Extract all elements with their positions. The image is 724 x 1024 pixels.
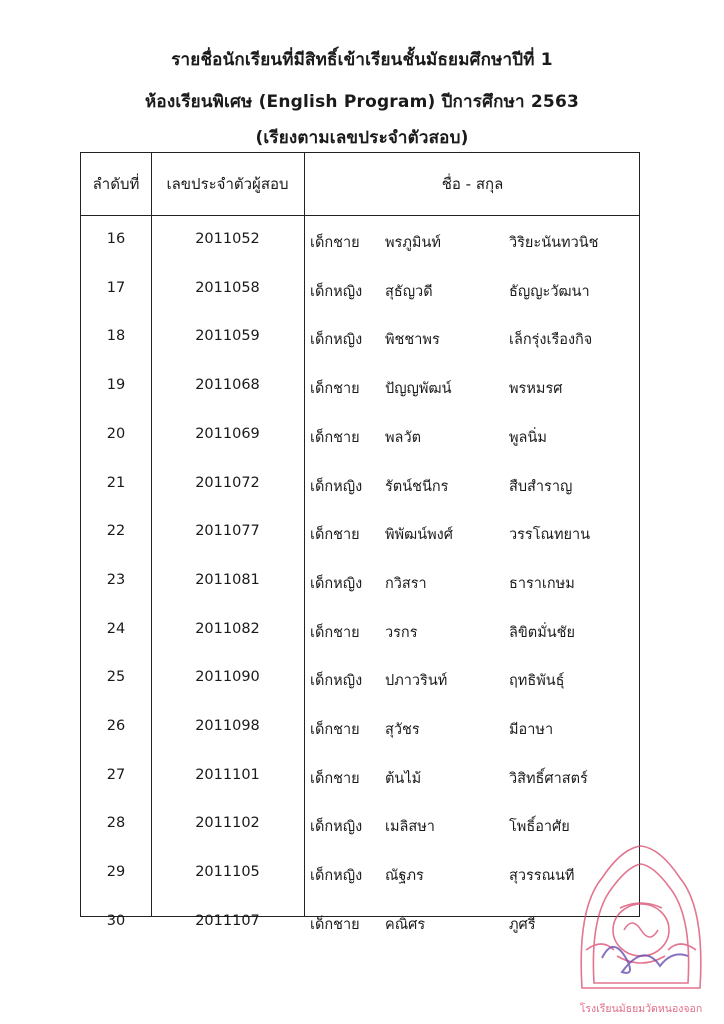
- exam-id: 2011068: [195, 377, 260, 394]
- table-row: [81, 708, 641, 756]
- document-title: รายชื่อนักเรียนที่มีสิทธิ์เข้าเรียนชั้นมัธยมศึกษาปีที่ 1: [171, 50, 553, 70]
- name-prefix: เด็กหญิง: [310, 868, 363, 885]
- last-name: มีอาษา: [509, 722, 554, 738]
- last-name: ฤทธิพันธุ์: [509, 673, 565, 690]
- order-number: 28: [106, 815, 126, 832]
- exam-id: 2011072: [195, 474, 260, 491]
- order-number: 18: [106, 328, 126, 345]
- name-prefix: เด็กหญิง: [310, 478, 363, 495]
- name-prefix: เด็กชาย: [310, 235, 360, 251]
- table-row: [81, 270, 641, 318]
- first-name: สุธัญวดี: [385, 283, 433, 300]
- last-name: ภูศรี: [509, 916, 536, 933]
- name-prefix: เด็กชาย: [310, 429, 360, 446]
- exam-id: 2011058: [195, 279, 260, 296]
- first-name: คณิศร: [385, 916, 426, 933]
- header-full-name: ชื่อ - สกุล: [441, 175, 504, 193]
- first-name: พิพัฒน์พงศ์: [385, 527, 453, 544]
- last-name: สุวรรณนที: [509, 868, 575, 885]
- first-name: สุวัชร: [385, 722, 420, 738]
- last-name: เล็กรุ่งเรืองกิจ: [509, 332, 593, 349]
- order-number: 27: [106, 766, 126, 783]
- table-row: [81, 854, 641, 902]
- seal-school-name: โรงเรียนมัธยมวัดหนองจอก: [579, 1003, 703, 1015]
- exam-id: 2011069: [195, 425, 260, 442]
- first-name: รัตน์ชนีกร: [385, 478, 449, 495]
- name-prefix: เด็กชาย: [310, 624, 360, 641]
- table-row: [81, 465, 641, 513]
- exam-id: 2011098: [195, 718, 260, 734]
- table-row: [81, 562, 641, 610]
- first-name: พลวัต: [385, 429, 422, 446]
- name-prefix: เด็กชาย: [310, 916, 360, 933]
- name-prefix: เด็กชาย: [310, 722, 360, 738]
- table-row: [81, 318, 641, 366]
- order-number: 30: [106, 912, 126, 929]
- name-prefix: เด็กหญิง: [310, 575, 363, 592]
- last-name: ธัญญะวัฒนา: [509, 283, 590, 300]
- first-name: ณัฐภร: [385, 868, 424, 885]
- last-name: พูลนิ่ม: [509, 429, 547, 446]
- table-row: [81, 757, 641, 805]
- last-name: วิสิทธิ์ศาสตร์: [509, 770, 588, 787]
- last-name: วิริยะนันทวนิช: [509, 235, 599, 251]
- first-name: พรภูมินท์: [385, 235, 441, 251]
- table-row: [81, 367, 641, 415]
- order-number: 17: [106, 279, 126, 296]
- last-name: พรหมรศ: [509, 381, 563, 398]
- last-name: วรรโณทยาน: [509, 527, 591, 544]
- first-name: พิชชาพร: [385, 332, 440, 349]
- sort-note: (เรียงตามเลขประจำตัวสอบ): [255, 128, 469, 148]
- exam-id: 2011105: [195, 864, 260, 881]
- last-name: สืบสำราญ: [509, 478, 573, 495]
- table-row: [81, 513, 641, 561]
- order-number: 22: [106, 523, 126, 540]
- exam-id: 2011081: [195, 571, 260, 588]
- table-row: [81, 416, 641, 464]
- order-number: 26: [106, 718, 126, 734]
- name-prefix: เด็กหญิง: [310, 673, 363, 690]
- exam-id: 2011082: [195, 620, 260, 637]
- table-row: [81, 221, 641, 269]
- header-exam-id: เลขประจำตัวผู้สอบ: [166, 175, 289, 193]
- last-name: ลิขิตมั่นชัย: [509, 624, 576, 641]
- student-table: [80, 152, 640, 933]
- header-order-number: ลำดับที่: [92, 175, 140, 193]
- first-name: กวิสรา: [385, 575, 427, 592]
- name-prefix: เด็กชาย: [310, 381, 360, 398]
- exam-id: 2011052: [195, 231, 260, 247]
- exam-id: 2011077: [195, 523, 260, 540]
- exam-id: 2011101: [195, 766, 260, 783]
- name-prefix: เด็กชาย: [310, 770, 360, 787]
- order-number: 25: [106, 669, 126, 686]
- name-prefix: เด็กชาย: [310, 527, 360, 544]
- order-number: 20: [106, 425, 126, 442]
- table-row: [81, 903, 641, 951]
- last-name: ธาราเกษม: [509, 575, 575, 592]
- first-name: ปัญญพัฒน์: [385, 381, 452, 398]
- table-row: [81, 659, 641, 707]
- first-name: วรกร: [385, 624, 418, 641]
- header-divider: [81, 215, 639, 216]
- first-name: ต้นไม้: [385, 770, 422, 787]
- order-number: 19: [106, 377, 126, 394]
- first-name: ปภาวรินท์: [385, 673, 448, 690]
- last-name: โพธิ์อาศัย: [509, 819, 570, 836]
- table-row: [81, 805, 641, 853]
- table-row: [81, 611, 641, 659]
- exam-id: 2011090: [195, 669, 260, 686]
- name-prefix: เด็กหญิง: [310, 819, 363, 836]
- exam-id: 2011107: [195, 912, 260, 929]
- exam-id: 2011102: [195, 815, 260, 832]
- order-number: 24: [106, 620, 126, 637]
- order-number: 23: [106, 571, 126, 588]
- first-name: เมลิสษา: [385, 819, 435, 836]
- exam-id: 2011059: [195, 328, 260, 345]
- school-seal-stamp: [562, 838, 720, 1018]
- name-prefix: เด็กหญิง: [310, 283, 363, 300]
- order-number: 21: [106, 474, 126, 491]
- order-number: 29: [106, 864, 126, 881]
- document-subtitle: ห้องเรียนพิเศษ (English Program) ปีการศึกษา 2563: [145, 92, 579, 112]
- name-prefix: เด็กหญิง: [310, 332, 363, 349]
- order-number: 16: [106, 231, 126, 247]
